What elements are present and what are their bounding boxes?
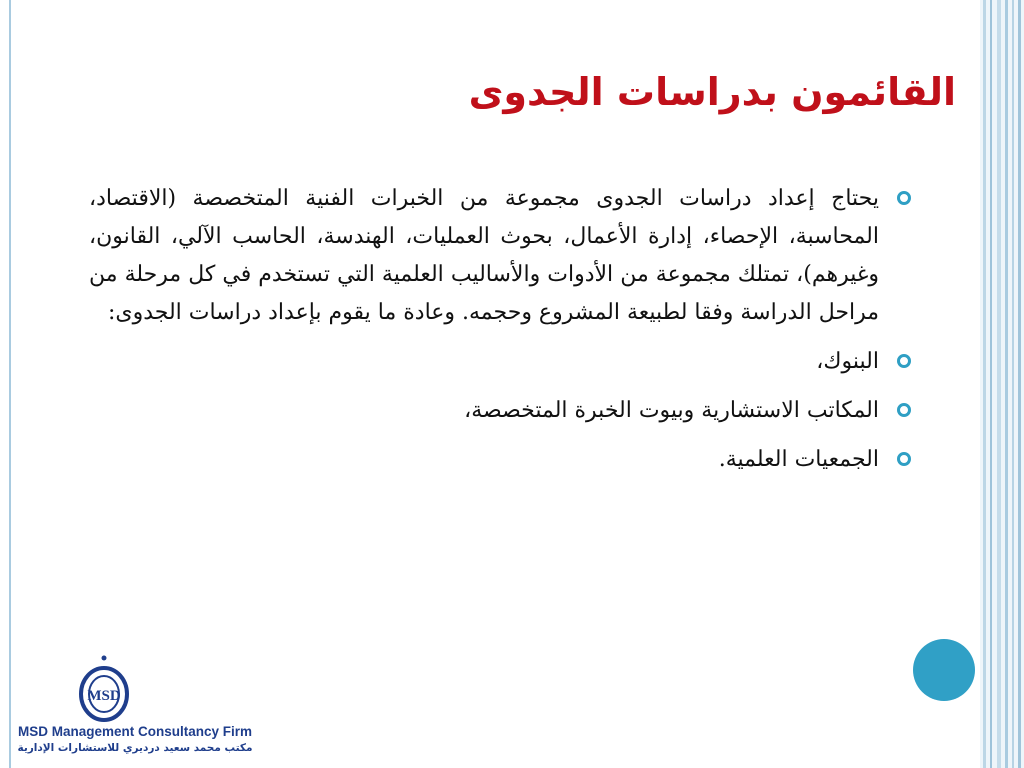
circle-bullet-icon: [897, 191, 911, 205]
logo-text: MSD: [87, 688, 121, 704]
bullet-item: [89, 392, 879, 430]
bullet-item: [89, 441, 879, 479]
msd-logo: [72, 652, 136, 722]
right-stripe: [997, 0, 1001, 768]
bullet-item: [89, 343, 879, 381]
slide-title: القائمون بدراسات الجدوى: [468, 70, 956, 114]
right-stripe: [990, 0, 992, 768]
bullet-text: البنوك،: [816, 349, 879, 374]
bullet-text: الجمعيات العلمية.: [718, 447, 879, 472]
bullet-item: [89, 180, 879, 332]
decorative-circle: [913, 639, 975, 701]
bullet-text: المكاتب الاستشارية وبيوت الخبرة المتخصصة،: [464, 398, 879, 423]
right-stripe: [1012, 0, 1014, 768]
right-stripe: [1018, 0, 1021, 768]
right-stripe: [1005, 0, 1008, 768]
right-stripe: [983, 0, 986, 768]
left-border-line: [9, 0, 11, 768]
circle-bullet-icon: [897, 452, 911, 466]
circle-bullet-icon: [897, 354, 911, 368]
circle-bullet-icon: [897, 403, 911, 417]
firm-name-english: MSD Management Consultancy Firm: [17, 724, 253, 739]
bullet-list: [89, 180, 879, 490]
bullet-text: يحتاج إعداد دراسات الجدوى مجموعة من الخبرات الفنية المتخصصة (الاقتصاد، المحاسبة، الإحصاء، إدارة الأعمال، بحوث العمليات، الهندسة، الحاسب الآلي، القانون، وغيرهم)، تمتلك مجموعة من الأدوات والأساليب العلمية التي تستخدم في كل مرحلة من مراحل الدراسة وفقا لطبيعة المشروع وحجمه. وعادة ما يقوم بإعداد دراسات الجدوى:: [89, 186, 879, 325]
firm-name-arabic: مكتب محمد سعيد درديري للاستشارات الإدارية: [17, 742, 253, 754]
